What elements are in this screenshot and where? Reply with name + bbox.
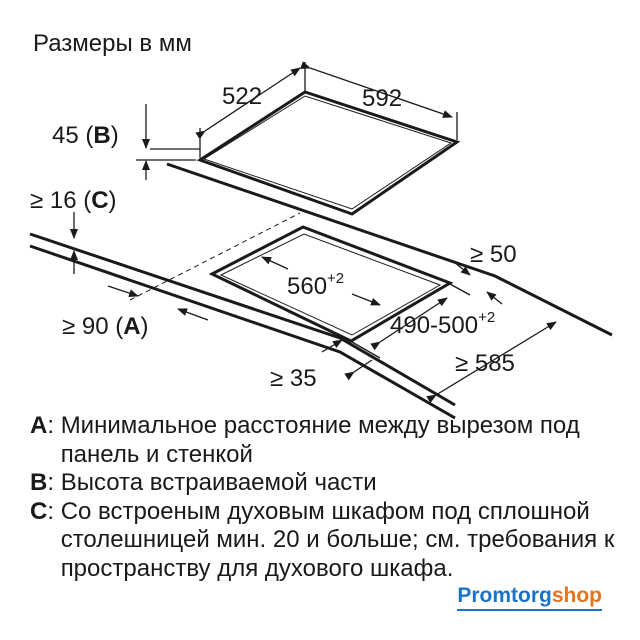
hidden-hob-edge	[130, 213, 300, 300]
worktop-depth-label: ≥ 585	[455, 350, 515, 377]
watermark-part-2: shop	[551, 584, 602, 607]
legend	[30, 412, 630, 583]
legend-key: B	[30, 469, 48, 496]
wall-gap-a-label: ≥ 90 (A)	[62, 313, 149, 340]
watermark-part-1: Promtorg	[457, 584, 552, 607]
cutout-width-label: $560^{+2}$	[287, 270, 345, 300]
legend-text: Со встроеным духовым шкафом под сплошной столешницей мин. 20 и больше; см. требования к пространству для духового шкафа.	[60, 497, 615, 582]
cutout-depth-label: $490-500^{+2}$	[390, 309, 496, 339]
legend-item-a	[30, 412, 630, 469]
legend-text: Минимальное расстояние между вырезом под панель и стенкой	[60, 412, 580, 468]
rear-gap-label: ≥ 50	[470, 241, 517, 268]
legend-colon: :	[47, 412, 61, 439]
legend-colon: :	[47, 469, 61, 496]
height-b-dimension	[136, 104, 200, 180]
hob-dimension-lines	[200, 62, 457, 158]
rear-gap-dimension	[454, 262, 502, 304]
watermark-underline	[457, 609, 602, 611]
height-b-label: 45 (B)	[52, 122, 119, 149]
legend-key: C	[30, 497, 48, 525]
diagram-title: Размеры в мм	[33, 30, 192, 57]
legend-key: A	[30, 412, 48, 439]
hob-outline	[200, 92, 457, 214]
legend-item-b	[30, 469, 630, 498]
legend-text: Высота встраиваемой части	[60, 469, 377, 496]
gap-c-label: ≥ 16 (C)	[30, 187, 117, 214]
watermark-logo	[453, 584, 606, 608]
hob-depth-label: 522	[222, 83, 263, 110]
hob-width-label: 592	[362, 85, 403, 112]
legend-colon: :	[47, 497, 61, 525]
front-gap-label: ≥ 35	[270, 365, 317, 392]
legend-item-c	[30, 498, 630, 584]
